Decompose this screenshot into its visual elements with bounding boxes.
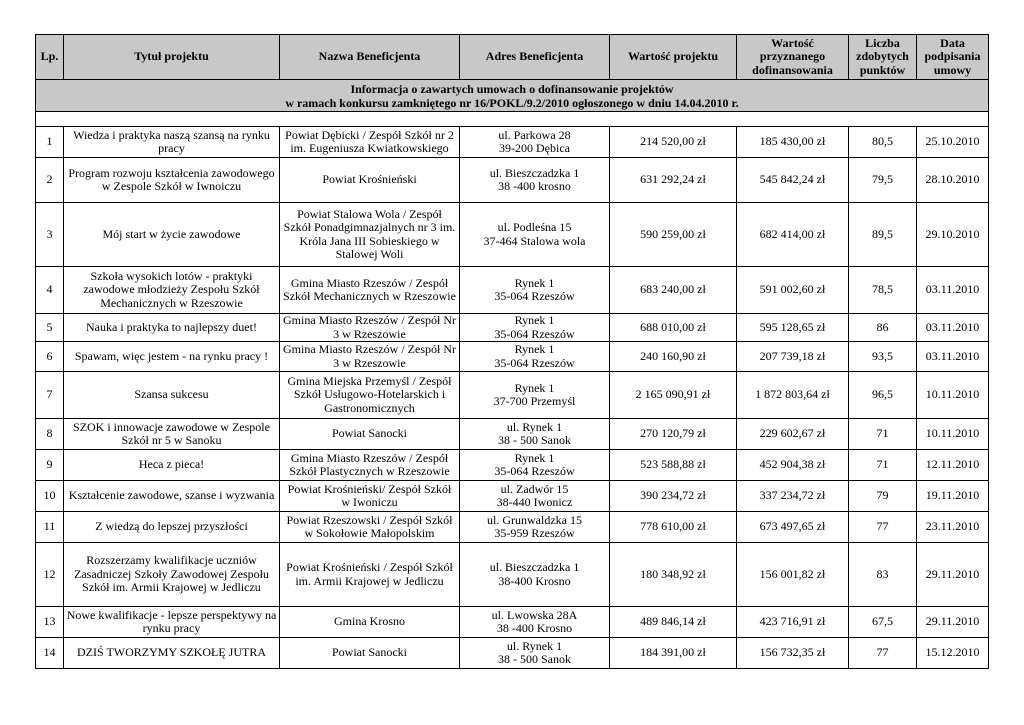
row-value: 240 160,90 zł [610,342,737,372]
contracts-table [35,34,989,669]
row-points: 96,5 [849,372,917,419]
row-date: 10.11.2010 [917,372,989,419]
title-line-1: Informacja o zawartych umowach o dofinansowanie projektów [350,81,674,96]
row-lp: 9 [36,450,64,481]
row-title: Wiedza i praktyka naszą szansą na rynku pracy [64,127,280,158]
col-header-address: Adres Beneficjenta [460,35,610,80]
table-row [36,481,989,512]
row-beneficiary: Gmina Miasto Rzeszów / Zespół Szkół Plastycznych w Rzeszowie [280,450,460,481]
title-line-2: w ramach konkursu zamkniętego nr 16/POKL/9.2/2010 ogłoszonego w dniu 14.04.2010 r. [285,95,739,110]
row-beneficiary: Gmina Krosno [280,607,460,638]
row-title: Mój start w życie zawodowe [64,203,280,267]
row-granted: 156 001,82 zł [737,543,849,607]
row-value: 631 292,24 zł [610,158,737,203]
row-title: Nowe kwalifikacje - lepsze perspektywy na rynku pracy [64,607,280,638]
row-granted: 591 002,60 zł [737,267,849,314]
row-address-city: 37-464 Stalowa wola [483,233,586,248]
row-title: Spawam, więc jestem - na rynku pracy ! [64,342,280,372]
row-points: 71 [849,450,917,481]
row-beneficiary: Powiat Krośnieński / Zespół Szkół im. Armii Krajowej w Jedliczu [280,543,460,607]
row-address-street: ul. Lwowska 28A [491,607,578,622]
row-lp: 3 [36,203,64,267]
row-points: 80,5 [849,127,917,158]
row-title: Szkoła wysokich lotów - praktyki zawodowe młodzieży Zespołu Szkół Mechanicznych w Rzeszowie [64,267,280,314]
table-row [36,607,989,638]
row-address-city: 38 -400 Krosno [496,621,573,635]
row-address [460,638,610,669]
row-points: 77 [849,638,917,669]
row-address-street: Rynek 1 [514,275,555,290]
row-address [460,481,610,512]
row-granted: 595 128,65 zł [737,314,849,342]
row-lp: 4 [36,267,64,314]
table-row [36,158,989,203]
row-address [460,607,610,638]
row-lp: 5 [36,314,64,342]
row-address [460,127,610,158]
row-points: 79 [849,481,917,512]
row-granted: 185 430,00 zł [737,127,849,158]
row-date: 03.11.2010 [917,314,989,342]
row-beneficiary: Gmina Miasto Rzeszów / Zespół Nr 3 w Rzeszowie [280,314,460,342]
row-address-city: 38 - 500 Sanok [498,433,571,447]
row-value: 590 259,00 zł [610,203,737,267]
row-address-city: 35-064 Rzeszów [494,289,575,303]
row-value: 489 846,14 zł [610,607,737,638]
table-row [36,512,989,543]
row-title: Heca z pieca! [64,450,280,481]
row-value: 523 588,88 zł [610,450,737,481]
table-row [36,314,989,342]
row-address-city: 39-200 Dębica [499,141,570,155]
row-beneficiary: Gmina Miasto Rzeszów / Zespół Nr 3 w Rzeszowie [280,342,460,372]
row-address-city: 38 -400 krosno [498,179,571,193]
table-row [36,638,989,669]
row-points: 83 [849,543,917,607]
table-row [36,372,989,419]
row-address [460,543,610,607]
row-address-street: Rynek 1 [514,380,555,395]
row-date: 15.12.2010 [917,638,989,669]
row-granted: 545 842,24 zł [737,158,849,203]
row-points: 77 [849,512,917,543]
row-lp: 13 [36,607,64,638]
row-address-city: 35-064 Rzeszów [494,464,575,478]
row-beneficiary: Powiat Krośnieński/ Zespół Szkół w Iwoniczu [280,481,460,512]
row-address-street: ul. Podleśna 15 [497,220,572,234]
row-beneficiary: Powiat Stalowa Wola / Zespół Szkół Ponadgimnazjalnych nr 3 im. Króla Jana III Sobieskiego w Stalowej Woli [280,203,460,267]
row-title: Kształcenie zawodowe, szanse i wyzwania [64,481,280,512]
row-value: 683 240,00 zł [610,267,737,314]
row-date: 23.11.2010 [917,512,989,543]
row-lp: 10 [36,481,64,512]
row-beneficiary: Gmina Miejska Przemyśl / Zespół Szkół Usługowo-Hotelarskich i Gastronomicznych [280,372,460,419]
row-points: 86 [849,314,917,342]
row-granted: 156 732,35 zł [737,638,849,669]
row-date: 19.11.2010 [917,481,989,512]
row-date: 29.11.2010 [917,543,989,607]
row-value: 214 520,00 zł [610,127,737,158]
row-granted: 673 497,65 zł [737,512,849,543]
row-beneficiary: Powiat Sanocki [280,638,460,669]
row-value: 390 234,72 zł [610,481,737,512]
table-row [36,543,989,607]
document-title [36,80,989,112]
row-address-city: 35-064 Rzeszów [494,326,575,341]
row-address-street: ul. Zadwór 15 [500,481,569,496]
row-beneficiary: Powiat Rzeszowski / Zespół Szkół w Sokołowie Małopolskim [280,512,460,543]
row-lp: 2 [36,158,64,203]
row-address-street: ul. Parkowa 28 [498,127,571,142]
row-granted: 423 716,91 zł [737,607,849,638]
table-row [36,419,989,450]
row-lp: 6 [36,342,64,372]
row-beneficiary: Powiat Sanocki [280,419,460,450]
row-address [460,342,610,372]
row-address-city: 38-440 Iwonicz [496,495,573,509]
row-lp: 12 [36,543,64,607]
row-date: 12.11.2010 [917,450,989,481]
row-address [460,314,610,342]
row-address [460,372,610,419]
row-points: 79,5 [849,158,917,203]
row-address [460,267,610,314]
row-address-city: 38 - 500 Sanok [498,652,571,666]
row-points: 71 [849,419,917,450]
table-row [36,203,989,267]
row-address-street: ul. Bieszczadzka 1 [489,165,580,180]
row-beneficiary: Gmina Miasto Rzeszów / Zespół Szkół Mechanicznych w Rzeszowie [280,267,460,314]
row-address-street: ul. Rynek 1 [506,638,563,653]
row-address-city: 38-400 Krosno [498,573,571,588]
row-title: Rozszerzamy kwalifikacje uczniów Zasadniczej Szkoły Zawodowej Zespołu Szkół im. Armii Krajowej w Jedliczu [64,543,280,607]
row-points: 78,5 [849,267,917,314]
row-address-street: ul. Rynek 1 [506,419,563,434]
row-title: DZIŚ TWORZYMY SZKOŁĘ JUTRA [64,638,280,669]
row-date: 10.11.2010 [917,419,989,450]
row-granted: 337 234,72 zł [737,481,849,512]
row-address-street: Rynek 1 [514,342,555,356]
row-address-city: 35-064 Rzeszów [494,355,575,370]
row-value: 778 610,00 zł [610,512,737,543]
row-date: 29.10.2010 [917,203,989,267]
row-title: SZOK i innowacje zawodowe w Zespole Szkół nr 5 w Sanoku [64,419,280,450]
row-title: Z wiedzą do lepszej przyszłości [64,512,280,543]
row-beneficiary: Powiat Dębicki / Zespół Szkół nr 2 im. Eugeniusza Kwiatkowskiego [280,127,460,158]
row-address-street: Rynek 1 [514,313,555,327]
row-value: 2 165 090,91 zł [610,372,737,419]
row-granted: 452 904,38 zł [737,450,849,481]
row-lp: 7 [36,372,64,419]
row-date: 29.11.2010 [917,607,989,638]
row-address-street: ul. Grunwaldzka 15 [487,512,582,527]
col-header-title: Tytuł projektu [64,35,280,80]
row-address [460,512,610,543]
row-granted: 682 414,00 zł [737,203,849,267]
row-beneficiary: Powiat Krośnieński [280,158,460,203]
row-lp: 8 [36,419,64,450]
row-address-city: 37-700 Przemyśl [493,394,576,408]
table-row [36,267,989,314]
table-row [36,450,989,481]
row-address [460,450,610,481]
row-granted: 207 739,18 zł [737,342,849,372]
table-row [36,342,989,372]
col-header-lp: Lp. [36,35,64,80]
table-row [36,127,989,158]
row-date: 03.11.2010 [917,342,989,372]
row-granted: 229 602,67 zł [737,419,849,450]
spacer-row [36,112,989,127]
row-points: 93,5 [849,342,917,372]
row-value: 180 348,92 zł [610,543,737,607]
row-address [460,419,610,450]
row-lp: 14 [36,638,64,669]
row-address [460,203,610,267]
col-header-granted: Wartość przyznanego dofinansowania [737,35,849,80]
col-header-value: Wartość projektu [610,35,737,80]
row-points: 89,5 [849,203,917,267]
row-value: 688 010,00 zł [610,314,737,342]
row-lp: 11 [36,512,64,543]
col-header-beneficiary: Nazwa Beneficjenta [280,35,460,80]
row-date: 03.11.2010 [917,267,989,314]
table-header [36,35,989,80]
row-value: 270 120,79 zł [610,419,737,450]
row-title: Szansa sukcesu [64,372,280,419]
row-address-city: 35-959 Rzeszów [494,526,575,540]
row-title: Program rozwoju kształcenia zawodowego w Zespole Szkół w Iwnoiczu [64,158,280,203]
row-date: 28.10.2010 [917,158,989,203]
row-granted: 1 872 803,64 zł [737,372,849,419]
row-value: 184 391,00 zł [610,638,737,669]
table-body [36,127,989,669]
row-address [460,158,610,203]
col-header-date: Data podpisania umowy [917,35,989,80]
row-lp: 1 [36,127,64,158]
row-points: 67,5 [849,607,917,638]
col-header-points: Liczba zdobytych punktów [849,35,917,80]
row-title: Nauka i praktyka to najlepszy duet! [64,314,280,342]
row-address-street: Rynek 1 [514,450,555,465]
row-address-street: ul. Bieszczadzka 1 [489,560,580,574]
row-date: 25.10.2010 [917,127,989,158]
